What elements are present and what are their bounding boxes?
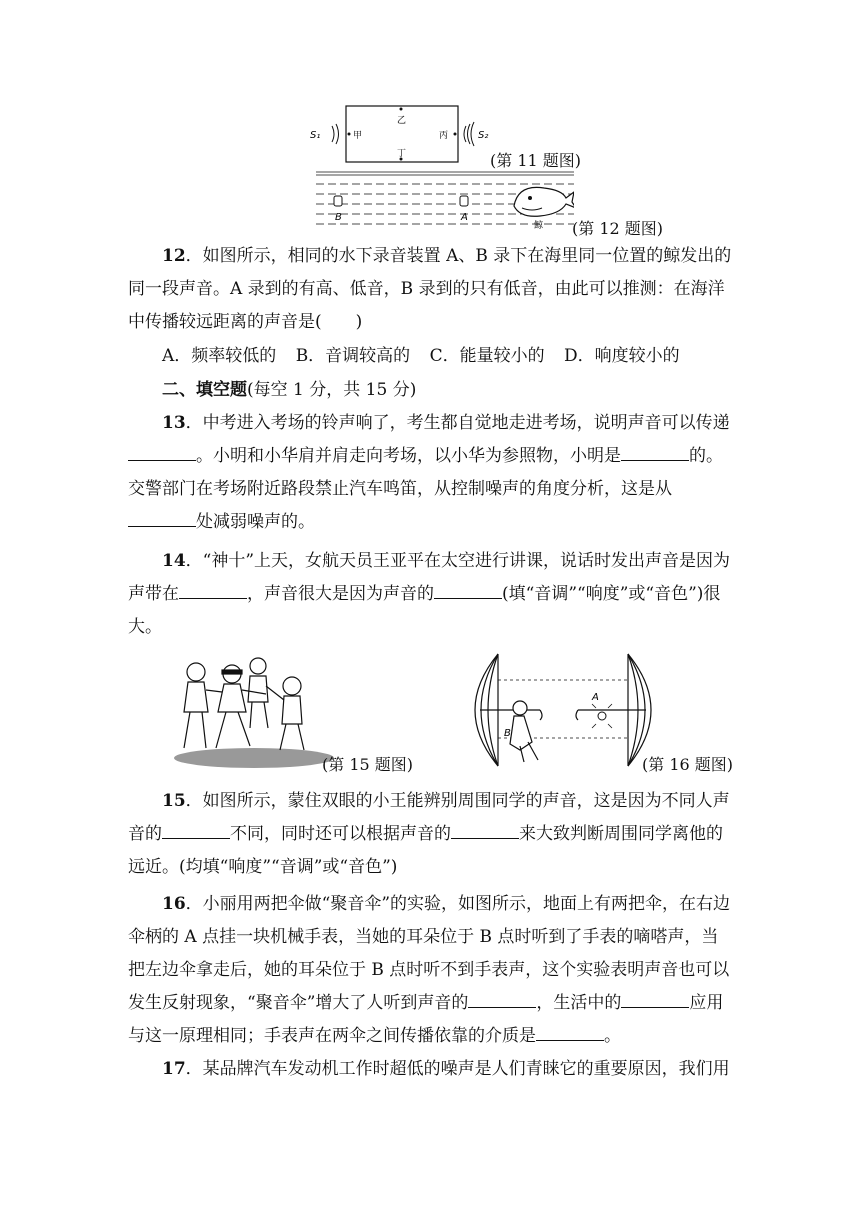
question-14-text-3: (填“音调”“响度”或“音色”)很大。 [128, 584, 721, 637]
fig16-label-b: B [504, 728, 511, 739]
question-14-text-1: ．“神十”上天，女航天员王亚平在太空进行讲课，说话时发出声音是因为声带在 [128, 551, 731, 604]
answer-blank [536, 1022, 604, 1041]
question-15 [128, 785, 732, 884]
question-16-text-1: ．小丽用两把伞做“聚音伞”的实验，如图所示，地面上有两把伞，在右边伞柄的 A 点挂一块机械手表，当她的耳朵位于 B 点时听到了手表的嘀嗒声，当把左边伞拿走后，她的耳朵位于 B 点时听不到手表声，这个实验表明声音也可以发生反射现象，“聚音伞”增大了人听到声音的 [128, 894, 731, 1013]
question-17-text-1: ．某品牌汽车发动机工作时超低的噪声是人们青睐它的重要原因，我们用 [185, 1059, 730, 1079]
option-d: D．响度较小的 [564, 346, 680, 366]
question-16-number: 16 [162, 894, 186, 914]
answer-blank [179, 580, 247, 599]
question-15-text-3: 来大致判断周围同学离他的远近。(均填“响度”“音调”或“音色”) [128, 824, 723, 877]
question-16 [128, 888, 732, 1053]
fig16-label-a: A [592, 692, 599, 703]
fig12-label-whale: 鲸 [534, 221, 544, 231]
question-15-text-2: 不同，同时还可以根据声音的 [230, 824, 451, 844]
fig16-caption: (第 16 题图) [642, 755, 734, 774]
question-16-text-2: ，生活中的 [536, 993, 622, 1013]
fig12-label-b: B [335, 212, 342, 223]
figure-16 [468, 650, 658, 772]
section-note: (每空 1 分，共 15 分) [247, 380, 417, 400]
figure-11 [300, 96, 500, 168]
question-14-text-2: ，声音很大是因为声音的 [247, 584, 434, 604]
option-c: C．能量较小的 [429, 346, 545, 366]
question-15-text-1: ．如图所示，蒙住双眼的小王能辨别周围同学的声音，这是因为不同人声音的 [128, 791, 730, 844]
fig11-label-s2: S₂ [478, 130, 489, 141]
fig11-label-jia: 甲 [353, 131, 363, 141]
figure-15 [166, 650, 336, 772]
answer-blank [162, 820, 230, 839]
fig11-label-bing: 丙 [439, 131, 449, 141]
option-b: B．音调较高的 [295, 346, 411, 366]
fig11-label-yi: 乙 [397, 116, 407, 126]
question-17-number: 17 [162, 1059, 186, 1079]
section-fill-in [162, 374, 416, 407]
option-a: A．频率较低的 [162, 346, 277, 366]
question-16-text-4: 。 [604, 1026, 621, 1046]
answer-blank [468, 989, 536, 1008]
question-14-number: 14 [162, 551, 186, 571]
figure-12 [316, 170, 574, 232]
question-13-text-1: ．中考进入考场的铃声响了，考生都自觉地走进考场，说明声音可以传递 [185, 413, 730, 433]
fig12-label-a: A [461, 212, 468, 223]
answer-blank [621, 442, 689, 461]
answer-blank [434, 580, 502, 599]
answer-blank [128, 508, 196, 527]
question-17 [128, 1053, 732, 1086]
answer-blank [451, 820, 519, 839]
question-16-text-3: 应用与这一原理相同；手表声在两伞之间传播依靠的介质是 [128, 993, 724, 1046]
question-12-number: 12 [162, 246, 186, 266]
question-14 [128, 545, 732, 644]
question-12-text: ．如图所示，相同的水下录音装置 A、B 录下在海里同一位置的鲸发出的同一段声音。A 录到的有高、低音，B 录到的只有低音，由此可以推测：在海洋中传播较远距离的声音是( ) [128, 246, 732, 332]
fig15-caption: (第 15 题图) [322, 755, 414, 774]
question-13-text-3: 的。交警部门在考场附近路段禁止汽车鸣笛，从控制噪声的角度分析，这是从 [128, 446, 723, 499]
answer-blank [621, 989, 689, 1008]
question-13-text-4: 处减弱噪声的。 [196, 512, 315, 532]
answer-blank [128, 442, 196, 461]
question-13-text-2: 。小明和小华肩并肩走向考场，以小华为参照物，小明是 [196, 446, 621, 466]
fig12-caption: (第 12 题图) [572, 219, 664, 238]
question-12 [128, 240, 732, 339]
section-title: 二、填空题 [162, 380, 247, 400]
fig11-label-s1: S₁ [310, 130, 321, 141]
fig11-label-ding: 丁 [397, 149, 407, 159]
question-13 [128, 407, 732, 539]
fig11-caption: (第 11 题图) [490, 151, 582, 170]
question-12-options [162, 340, 694, 373]
question-15-number: 15 [162, 791, 186, 811]
question-13-number: 13 [162, 413, 186, 433]
